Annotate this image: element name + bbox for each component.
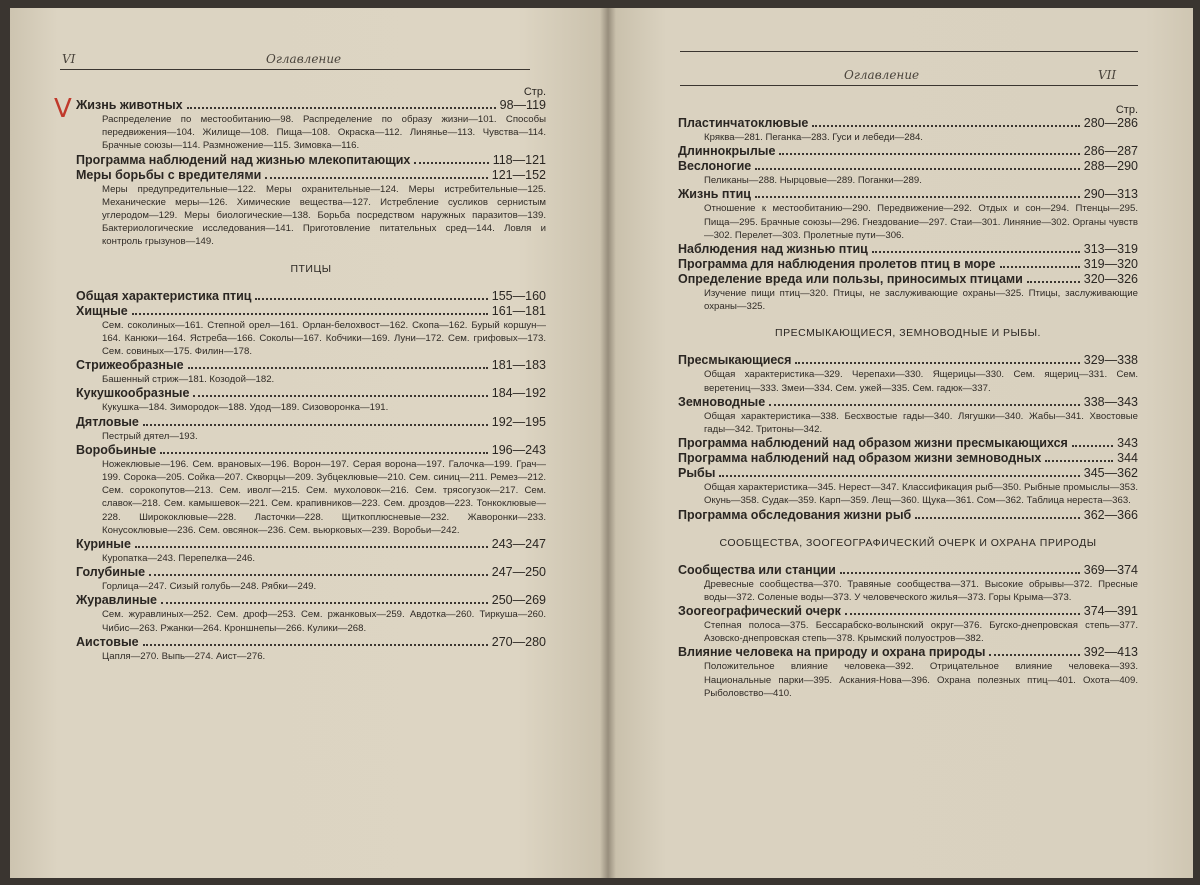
book-gutter (600, 8, 616, 878)
toc-entry (76, 386, 546, 401)
toc-entry-pages: 319—320 (1083, 257, 1138, 272)
toc-entry-title: Голубиные (76, 565, 146, 580)
toc-entry (678, 604, 1138, 619)
toc-entry-pages: 392—413 (1083, 645, 1138, 660)
leader-dots (132, 313, 488, 315)
toc-entry-title: Программа наблюдений над образом жизни пресмыкающихся (678, 436, 1068, 451)
pages-label: Стр. (523, 86, 546, 98)
toc-entry (76, 168, 546, 183)
toc-entry-pages: 118—121 (492, 152, 546, 167)
leader-dots (915, 517, 1080, 519)
toc-entry (678, 144, 1138, 159)
toc-entry-title: Наблюдения над жизнью птиц (678, 242, 868, 257)
toc-subentries: Пеликаны—288. Нырцовые—289. Поганки—289. (704, 175, 922, 187)
toc-subentries: Меры предупредительные—122. Меры охранительные—124. Меры истребительные—125. Механические меры—126. Химические вещества—127. Истребление сусликов сернистым углеродом—129. Меры биологические—138. Борьба посредством наружных паразитов—139. Бактериологические исследования—141. Приготовление питательных сред—144. Ловля и контроль грызунов—149. (102, 183, 546, 248)
toc-entry (76, 153, 546, 168)
margin-checkmark: V (54, 94, 72, 124)
section-heading: ПРЕСМЫКАЮЩИЕСЯ, ЗЕМНОВОДНЫЕ И РЫБЫ. (775, 327, 1041, 340)
toc-entry (678, 451, 1138, 466)
toc-entry (678, 159, 1138, 174)
running-title-right: Оглавление (844, 68, 920, 82)
leader-dots (845, 613, 1080, 615)
toc-entry-title: Воробьиные (76, 442, 157, 457)
toc-entry-title: Программа наблюдений над образом жизни земноводных (678, 451, 1042, 466)
leader-dots (719, 475, 1079, 477)
toc-entry-pages: 192—195 (491, 414, 546, 429)
toc-entry (678, 257, 1138, 272)
leader-dots (779, 153, 1079, 155)
toc-entry-title: Влияние человека на природу и охрана природы (678, 645, 986, 660)
leader-dots (812, 125, 1079, 127)
toc-entry-title: Пластинчатоклювые (678, 116, 809, 130)
toc-entry-pages: 329—338 (1083, 353, 1138, 368)
toc-entry-title: Жизнь животных (76, 98, 183, 112)
section-heading: ПТИЦЫ (290, 262, 332, 275)
toc-entry (76, 98, 546, 113)
toc-entry-title: Веслоногие (678, 159, 752, 174)
leader-dots (755, 196, 1080, 198)
toc-subentries: Распределение по местообитанию—98. Распределение по образу жизни—101. Способы передвижения—104. Жилище—108. Пища—108. Окраска—112. Линянье—113. Чувства—114. Брачные союзы—114. Размножение—115. Зимовка—116. (102, 114, 546, 152)
toc-entry-pages: 344 (1117, 451, 1138, 466)
toc-entry (678, 645, 1138, 660)
toc-entry-title: Общая характеристика птиц (76, 288, 252, 303)
toc-entry (678, 187, 1138, 202)
toc-entry-pages: 250—269 (491, 593, 546, 608)
toc-entry-title: Зоогеографический очерк (678, 604, 841, 619)
toc-entry-pages: 270—280 (491, 634, 546, 649)
toc-entry-title: Стрижеобразные (76, 358, 184, 373)
leader-dots (149, 574, 488, 576)
toc-entry-title: Жизнь птиц (678, 187, 751, 202)
leader-dots (872, 251, 1080, 253)
toc-subentries: Цапля—270. Выпь—274. Аист—276. (102, 650, 266, 662)
leader-dots (1027, 281, 1080, 283)
toc-subentries: Сем. соколиных—161. Степной орел—161. Орлан-белохвост—162. Скопа—162. Бурый коршун—164. Канюки—164. Ястреба—166. Соколы—167. Кобчики—169. Луни—172. Сем. грифовых—173. Сем. совиных—175. Филин—178. (102, 319, 546, 358)
toc-subentries: Кряква—281. Пеганка—283. Гуси и лебеди—284. (704, 132, 923, 143)
leader-dots (255, 298, 487, 300)
leader-dots (187, 107, 496, 109)
leader-dots (143, 644, 488, 646)
toc-entry-pages: 196—243 (491, 442, 546, 457)
toc-entry (678, 116, 1138, 131)
toc-subentries: Изучение пищи птиц—320. Птицы, не заслуживающие охраны—325. Птицы, заслуживающие охраны—325. (704, 288, 1138, 313)
leader-dots (193, 395, 487, 397)
toc-subentries: Общая характеристика—329. Черепахи—330. Ящерицы—330. Сем. ящериц—331. Сем. веретениц—333. Змеи—334. Сем. ужей—335. Сем. гадюк—337. (704, 369, 1138, 394)
toc-subentries: Ножеклювые—196. Сем. врановых—196. Ворон—197. Серая ворона—197. Галочка—199. Грач—199. Сорока—205. Сойка—207. Скворцы—209. Зубцеклювые—210. Сем. синиц—211. Ремез—212. Сем. сорокопутов—213. Сем. иволг—215. Сем. мухоловок—216. Сем. трясогузок—217. Сем. славок—218. Сем. камышевок—221. Сем. крапивников—223. Сем. дроздов—223. Тонкоклювые—228. Ширококлювые—228. Ласточки—228. Щиткоплюсневые—232. Жаворонки—233. Конусоклювые—236. Сем. овсянок—236. Сем. вьюрковых—239. Воробьи—242. (102, 458, 546, 536)
toc-entry-pages: 286—287 (1083, 144, 1138, 159)
leader-dots (795, 362, 1079, 364)
toc-entry-pages: 369—374 (1083, 562, 1138, 577)
toc-subentries: Кукушка—184. Зимородок—188. Удод—189. Сизоворонка—191. (102, 402, 389, 414)
toc-entry (76, 304, 546, 319)
toc-entry-pages: 338—343 (1083, 394, 1138, 409)
page-number-right: VII (1098, 68, 1117, 82)
toc-subentries: Общая характеристика—338. Бесхвостые гады—340. Лягушки—340. Жабы—341. Хвостовые гады—342. Тритоны—342. (704, 410, 1138, 436)
toc-entry (678, 353, 1138, 368)
toc-entry-title: Определение вреда или пользы, приносимых птицами (678, 272, 1023, 287)
toc-entry (678, 395, 1138, 410)
leader-dots (161, 602, 488, 604)
toc-subentries: Степная полоса—375. Бессарабско-волынский округ—376. Бугско-днепровская степь—377. Азовско-днепровская степь—378. Крымский полуостров—382. (704, 620, 1138, 645)
leader-dots (135, 546, 488, 548)
toc-entry-title: Куриные (76, 537, 131, 552)
toc-entry-title: Пресмыкающиеся (678, 353, 792, 368)
toc-entry-title: Кукушкообразные (76, 386, 190, 401)
toc-entry-title: Программа обследования жизни рыб (678, 507, 912, 522)
toc-entry-pages: 280—286 (1083, 116, 1138, 130)
pages-label: Стр. (1115, 104, 1138, 116)
right-page (608, 8, 1193, 878)
toc-entry-title: Хищные (76, 303, 128, 318)
leader-dots (143, 424, 488, 426)
toc-entry-title: Сообщества или станции (678, 562, 836, 577)
toc-entry (76, 415, 546, 430)
toc-entry (76, 593, 546, 608)
toc-entry-pages: 374—391 (1083, 604, 1138, 619)
toc-subentries: Положительное влияние человека—392. Отрицательное влияние человека—393. Национальные парки—395. Аскания-Нова—396. Охрана полезных птиц—401. Охота—409. Рыболовство—410. (704, 661, 1138, 699)
toc-entry-pages: 313—319 (1083, 242, 1138, 257)
toc-subentries: Отношение к местообитанию—290. Передвижение—292. Отдых и сон—294. Птенцы—295. Пища—295. Брачные союзы—296. Гнездование—297. Стаи—301. Линяние—302. Органы чувств—302. Перелет—303. Пролетные пути—306. (704, 203, 1138, 241)
leader-dots (414, 162, 488, 164)
toc-entry (76, 289, 546, 304)
toc-entry-pages: 320—326 (1083, 272, 1138, 287)
toc-entry-pages: 161—181 (491, 303, 546, 318)
toc-column-left (76, 86, 546, 663)
toc-entry-title: Рыбы (678, 466, 716, 481)
leader-dots (265, 177, 488, 179)
toc-column-right (678, 104, 1138, 700)
header-rule-bottom (680, 85, 1138, 86)
leader-dots (769, 404, 1080, 406)
page-number-left: VI (62, 52, 76, 66)
toc-entry-title: Дятловые (76, 414, 139, 429)
toc-subentries: Горлица—247. Сизый голубь—248. Рябки—249. (102, 581, 317, 593)
toc-entry-title: Длиннокрылые (678, 144, 776, 159)
toc-subentries: Куропатка—243. Перепелка—246. (102, 553, 256, 565)
toc-entry-pages: 345—362 (1083, 466, 1138, 481)
running-title-left: Оглавление (266, 52, 342, 66)
toc-subentries: Общая характеристика—345. Нерест—347. Классификация рыб—350. Рыбные промыслы—353. Окунь—358. Судак—359. Карп—359. Лещ—360. Щука—361. Сом—362. Таблица нереста—363. (704, 482, 1138, 507)
toc-entry (76, 358, 546, 373)
toc-entry-title: Земноводные (678, 394, 766, 409)
toc-entry-pages: 247—250 (491, 565, 546, 580)
toc-entry (678, 242, 1138, 257)
toc-entry-pages: 181—183 (491, 358, 546, 373)
toc-entry-title: Меры борьбы с вредителями (76, 167, 262, 182)
toc-entry (678, 436, 1138, 451)
toc-entry (76, 537, 546, 552)
toc-entry-title: Журавлиные (76, 593, 157, 608)
toc-entry (678, 508, 1138, 523)
leader-dots (1000, 266, 1080, 268)
leader-dots (188, 367, 488, 369)
left-page (10, 8, 608, 878)
toc-entry-title: Аистовые (76, 634, 139, 649)
toc-entry-title: Программа для наблюдения пролетов птиц в море (678, 257, 996, 272)
section-heading: СООБЩЕСТВА, ЗООГЕОГРАФИЧЕСКИЙ ОЧЕРК И ОХРАНА ПРИРОДЫ (719, 536, 1097, 549)
toc-subentries: Башенный стриж—181. Козодой—182. (102, 374, 275, 386)
toc-entry-pages: 343 (1117, 436, 1138, 451)
leader-dots (1045, 460, 1113, 462)
toc-subentries: Сем. журавлиных—252. Сем. дроф—253. Сем. ржанковых—259. Авдотка—260. Тиркуша—260. Чибис—263. Ржанки—264. Кроншнепы—266. Кулики—268. (102, 609, 546, 634)
toc-entry (678, 563, 1138, 578)
toc-entry (76, 635, 546, 650)
toc-entry-pages: 243—247 (491, 537, 546, 552)
toc-entry-pages: 184—192 (491, 386, 546, 401)
header-rule (60, 69, 530, 70)
leader-dots (989, 654, 1079, 656)
toc-subentries: Пестрый дятел—193. (102, 430, 198, 442)
toc-entry-pages: 155—160 (491, 288, 546, 303)
leader-dots (755, 168, 1080, 170)
header-rule-top (680, 51, 1138, 52)
leader-dots (840, 572, 1080, 574)
leader-dots (1072, 445, 1113, 447)
toc-entry (76, 443, 546, 458)
toc-entry-pages: 98—119 (499, 98, 546, 112)
toc-entry (678, 272, 1138, 287)
toc-entry-pages: 121—152 (491, 167, 546, 182)
toc-entry (76, 565, 546, 580)
leader-dots (160, 452, 488, 454)
toc-subentries: Древесные сообщества—370. Травяные сообщества—371. Высокие обрывы—372. Пресные воды—372. Соленые воды—373. У человеческого жилья—373. Горы Крыма—373. (704, 578, 1138, 603)
toc-entry-pages: 290—313 (1083, 187, 1138, 202)
toc-entry (678, 466, 1138, 481)
toc-entry-title: Программа наблюдений над жизнью млекопитающих (76, 152, 411, 167)
toc-entry-pages: 362—366 (1083, 507, 1138, 522)
toc-entry-pages: 288—290 (1083, 159, 1138, 174)
